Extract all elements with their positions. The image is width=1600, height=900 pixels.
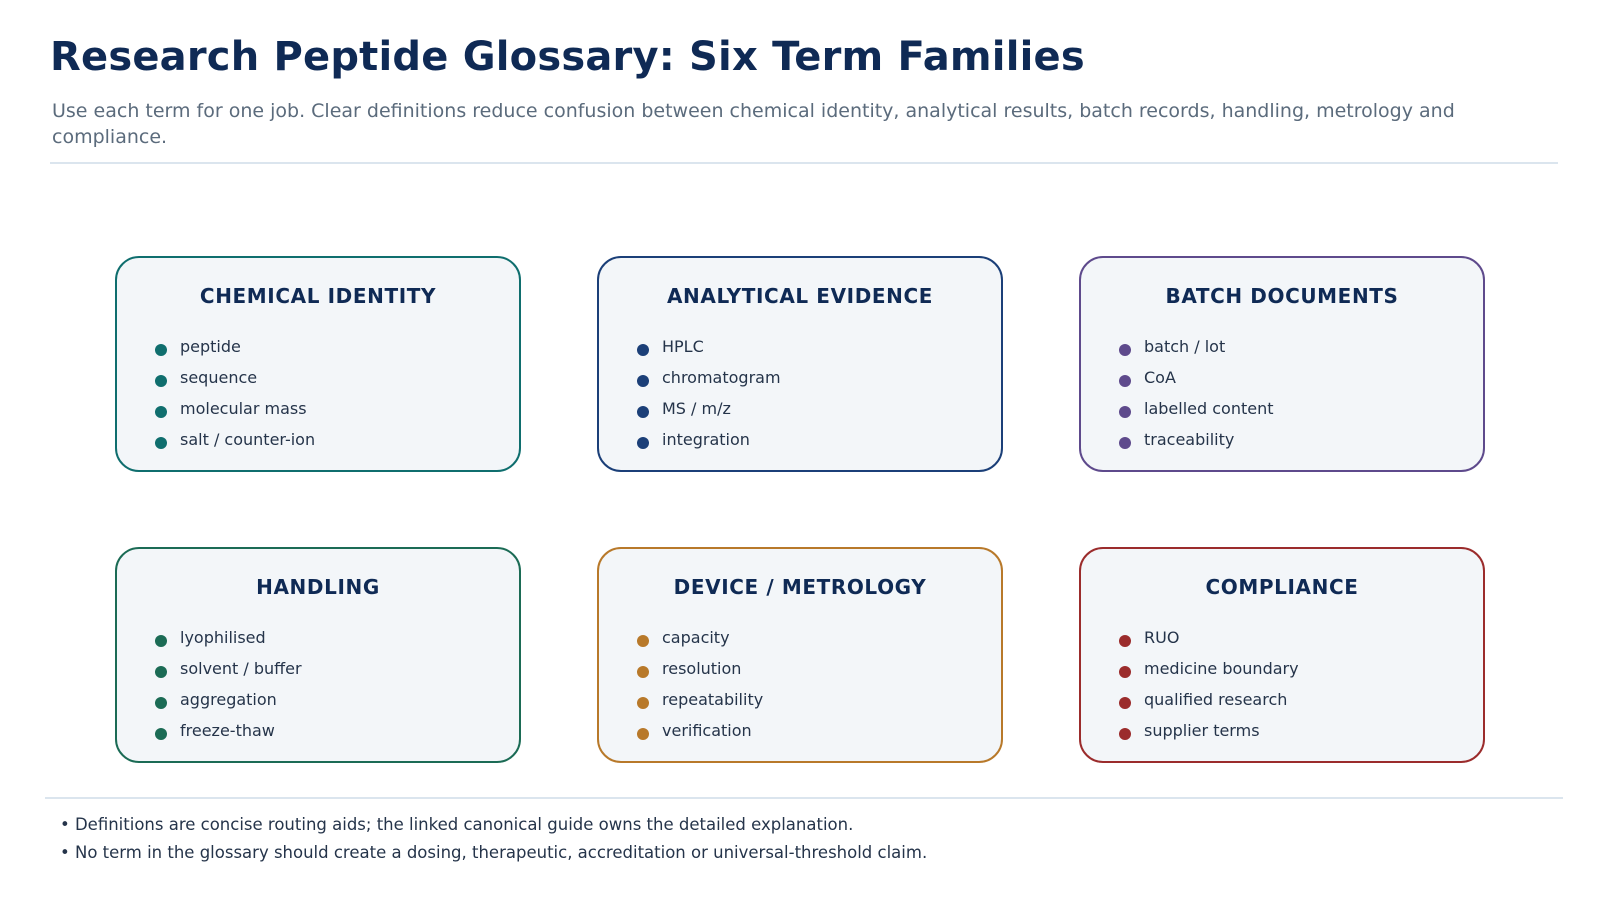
term-label: HPLC [662,337,704,356]
term-item [155,689,302,720]
bullet-dot-icon [1119,437,1131,449]
family-title: BATCH DOCUMENTS [1165,284,1399,308]
bullet-dot-icon [155,437,167,449]
term-label: freeze-thaw [180,721,275,740]
family-title: CHEMICAL IDENTITY [199,284,437,308]
term-label: RUO [1144,628,1180,647]
bullet-dot-icon [637,375,649,387]
term-list [155,336,315,460]
family-title: DEVICE / METROLOGY [673,575,927,599]
term-item [637,367,781,398]
term-item [637,689,763,720]
term-item [637,429,781,460]
bullet-dot-icon [637,666,649,678]
term-item [637,658,763,689]
page-subtitle: Use each term for one job. Clear definitions reduce confusion between chemical identity, analytical results, batch records, handling, metrology and compliance. [52,100,1455,148]
term-list [1119,336,1273,460]
term-label: molecular mass [180,399,307,418]
term-item [637,720,763,751]
term-label: lyophilised [180,628,266,647]
footnote: • Definitions are concise routing aids; the linked canonical guide owns the detailed explanation. [60,815,854,834]
term-item [155,627,302,658]
term-label: MS / m/z [662,399,731,418]
bullet-dot-icon [637,697,649,709]
bullet-dot-icon [1119,635,1131,647]
bullet-dot-icon [1119,406,1131,418]
term-list [637,627,763,751]
bullet-dot-icon [637,728,649,740]
bullet-dot-icon [155,635,167,647]
term-label: chromatogram [662,368,781,387]
term-label: medicine boundary [1144,659,1299,678]
family-card-batch-documents [1079,256,1485,472]
family-card-analytical-evidence [597,256,1003,472]
term-item [155,429,315,460]
term-label: capacity [662,628,730,647]
bullet-dot-icon [155,697,167,709]
term-label: repeatability [662,690,764,709]
family-title: ANALYTICAL EVIDENCE [666,284,934,308]
term-item [1119,720,1299,751]
bullet-dot-icon [155,344,167,356]
footnotes [60,811,927,867]
bullet-dot-icon [637,344,649,356]
bullet-dot-icon [1119,344,1131,356]
family-title: COMPLIANCE [1205,575,1359,599]
term-item [1119,367,1273,398]
term-label: sequence [180,368,258,387]
term-item [1119,689,1299,720]
family-card-handling [115,547,521,763]
bullet-dot-icon [637,437,649,449]
term-item [1119,658,1299,689]
term-label: supplier terms [1144,721,1260,740]
term-label: labelled content [1144,399,1274,418]
bullet-dot-icon [1119,697,1131,709]
term-item [155,658,302,689]
header-divider [50,162,1558,164]
term-label: aggregation [180,690,277,709]
term-item [1119,336,1273,367]
term-item [155,367,315,398]
bullet-dot-icon [1119,728,1131,740]
family-title: HANDLING [256,575,380,599]
term-item [1119,429,1273,460]
term-list [155,627,302,751]
term-item [637,398,781,429]
term-list [637,336,781,460]
term-label: resolution [662,659,742,678]
term-label: solvent / buffer [180,659,302,678]
term-item [155,398,315,429]
bullet-dot-icon [155,375,167,387]
bullet-dot-icon [637,406,649,418]
term-label: qualified research [1144,690,1288,709]
bullet-dot-icon [637,635,649,647]
bullet-dot-icon [155,666,167,678]
family-card-compliance [1079,547,1485,763]
term-item [637,336,781,367]
term-label: batch / lot [1144,337,1226,356]
term-label: peptide [180,337,241,356]
term-label: traceability [1144,430,1235,449]
term-item [155,336,315,367]
term-label: verification [662,721,752,740]
term-item [155,720,302,751]
term-item [637,627,763,658]
bullet-dot-icon [155,728,167,740]
footer-divider [45,797,1563,799]
family-card-chemical-identity [115,256,521,472]
family-card-device-metrology [597,547,1003,763]
footnote: • No term in the glossary should create a dosing, therapeutic, accreditation or universal-threshold claim. [60,843,928,862]
term-item [1119,398,1273,429]
page-title: Research Peptide Glossary: Six Term Families [50,34,1085,80]
bullet-dot-icon [155,406,167,418]
bullet-dot-icon [1119,375,1131,387]
term-label: CoA [1144,368,1176,387]
term-label: integration [662,430,750,449]
term-item [1119,627,1299,658]
term-label: salt / counter-ion [180,430,316,449]
term-list [1119,627,1299,751]
bullet-dot-icon [1119,666,1131,678]
